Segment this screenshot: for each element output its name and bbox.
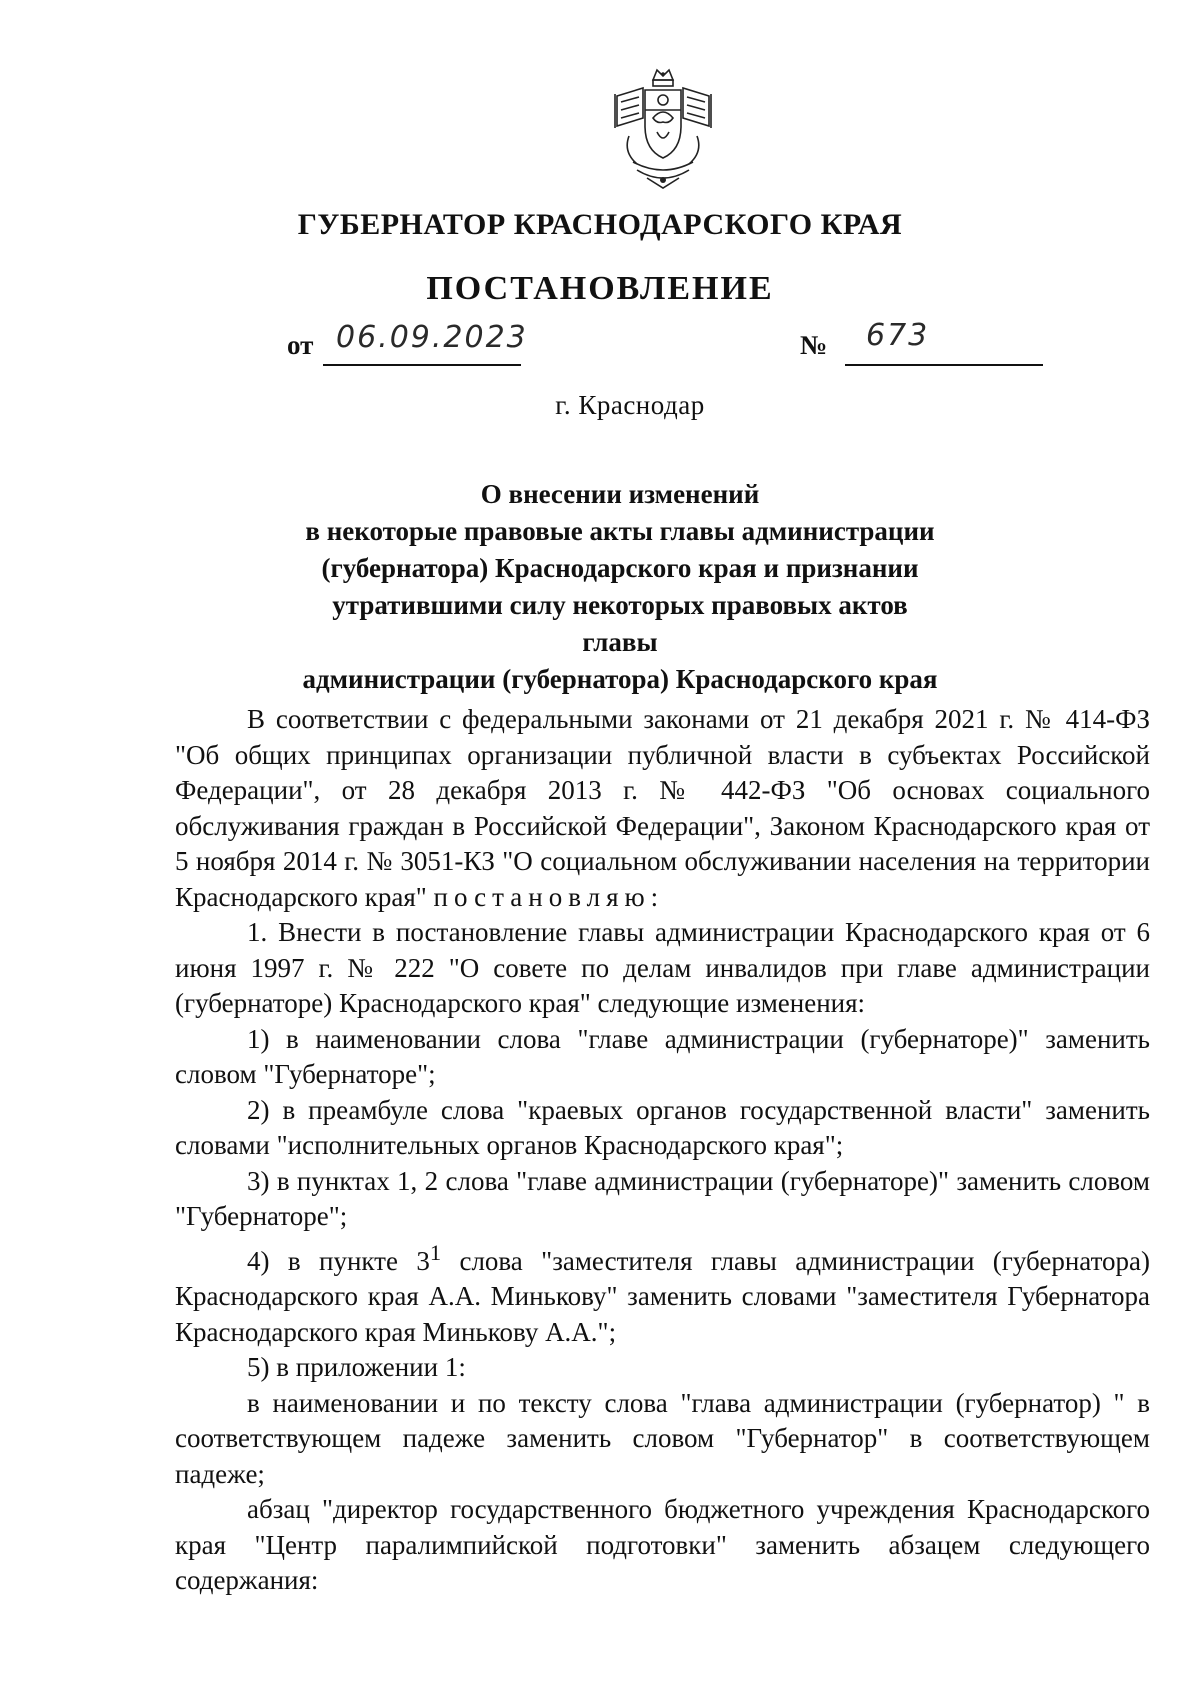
- issuer-heading: ГУБЕРНАТОР КРАСНОДАРСКОГО КРАЯ: [297, 208, 903, 241]
- clause-1-paragraph: 1. Внести в постановление главы администрации Краснодарского края от 6 июня 1997 г. № 222 "О совете по делам инвалидов при главе администрации (губернаторе) Краснодарского края" следующие изменения:: [175, 917, 1150, 1018]
- subclause-4-text-a: 4) в пункте 3: [247, 1245, 430, 1276]
- document-type-heading: ПОСТАНОВЛЕНИЕ: [426, 270, 774, 307]
- number-underline: [845, 364, 1043, 366]
- title-line: (губернатора) Краснодарского края и признании: [321, 553, 919, 583]
- document-title: [300, 476, 940, 698]
- subclause-4-text-b: слова "заместителя главы администрации (губернатора) Краснодарского края А.А. Минькову" заменить словами "заместителя Губернатора Краснодарского края Минькову А.А.";: [175, 1245, 1150, 1347]
- superscript-1: 1: [429, 1239, 442, 1265]
- subclause-2-paragraph: 2) в преамбуле слова "краевых органов государственной власти" заменить словами "исполнительных органов Краснодарского края";: [175, 1094, 1150, 1160]
- handwritten-number: 673: [866, 318, 930, 353]
- appendix-naming-paragraph: в наименовании и по тексту слова "глава администрации (губернатор) " в соответствующем падеже заменить словом "Губернатор" в соответствующем падеже;: [175, 1387, 1150, 1489]
- subclause-4-paragraph: [175, 1235, 1150, 1351]
- title-line: в некоторые правовые акты главы администрации: [305, 516, 935, 546]
- preamble-paragraph: [175, 702, 1150, 915]
- coat-of-arms-emblem: [603, 66, 723, 196]
- subclause-5-paragraph: 5) в приложении 1:: [247, 1352, 466, 1382]
- title-line: О внесении изменений: [480, 479, 760, 509]
- number-prefix: №: [800, 330, 828, 360]
- resolve-word: постановляю:: [433, 881, 665, 912]
- preamble-text: В соответствии с федеральными законами от 21 декабря 2021 г. № 414-ФЗ "Об общих принципах организации публичной власти в субъектах Российской Федерации", от 28 декабря 2013 г. № 442-ФЗ "Об основах социального обслуживания граждан в Российской Федерации", Законом Краснодарского края от 5 ноября 2014 г. № 3051-КЗ "О социальном обслуживании населения на территории Краснодарского края": [175, 704, 1150, 912]
- subclause-3-paragraph: 3) в пунктах 1, 2 слова "главе администрации (губернаторе)" заменить словом "Губернаторе";: [175, 1165, 1150, 1231]
- handwritten-date: 06.09.2023: [336, 320, 528, 355]
- date-prefix: от: [287, 330, 314, 360]
- title-line: утратившими силу некоторых правовых актов главы: [332, 590, 908, 657]
- date-underline: [323, 364, 521, 366]
- document-body: [175, 702, 1150, 1599]
- subclause-1-paragraph: 1) в наименовании слова "главе администрации (губернаторе)" заменить словом "Губернаторе";: [175, 1023, 1150, 1089]
- city-line: г. Краснодар: [555, 390, 705, 420]
- title-line: администрации (губернатора) Краснодарского края: [302, 664, 938, 694]
- appendix-paragraph-replacement: абзац "директор государственного бюджетного учреждения Краснодарского края "Центр паралимпийской подготовки" заменить абзацем следующего содержания:: [175, 1494, 1150, 1595]
